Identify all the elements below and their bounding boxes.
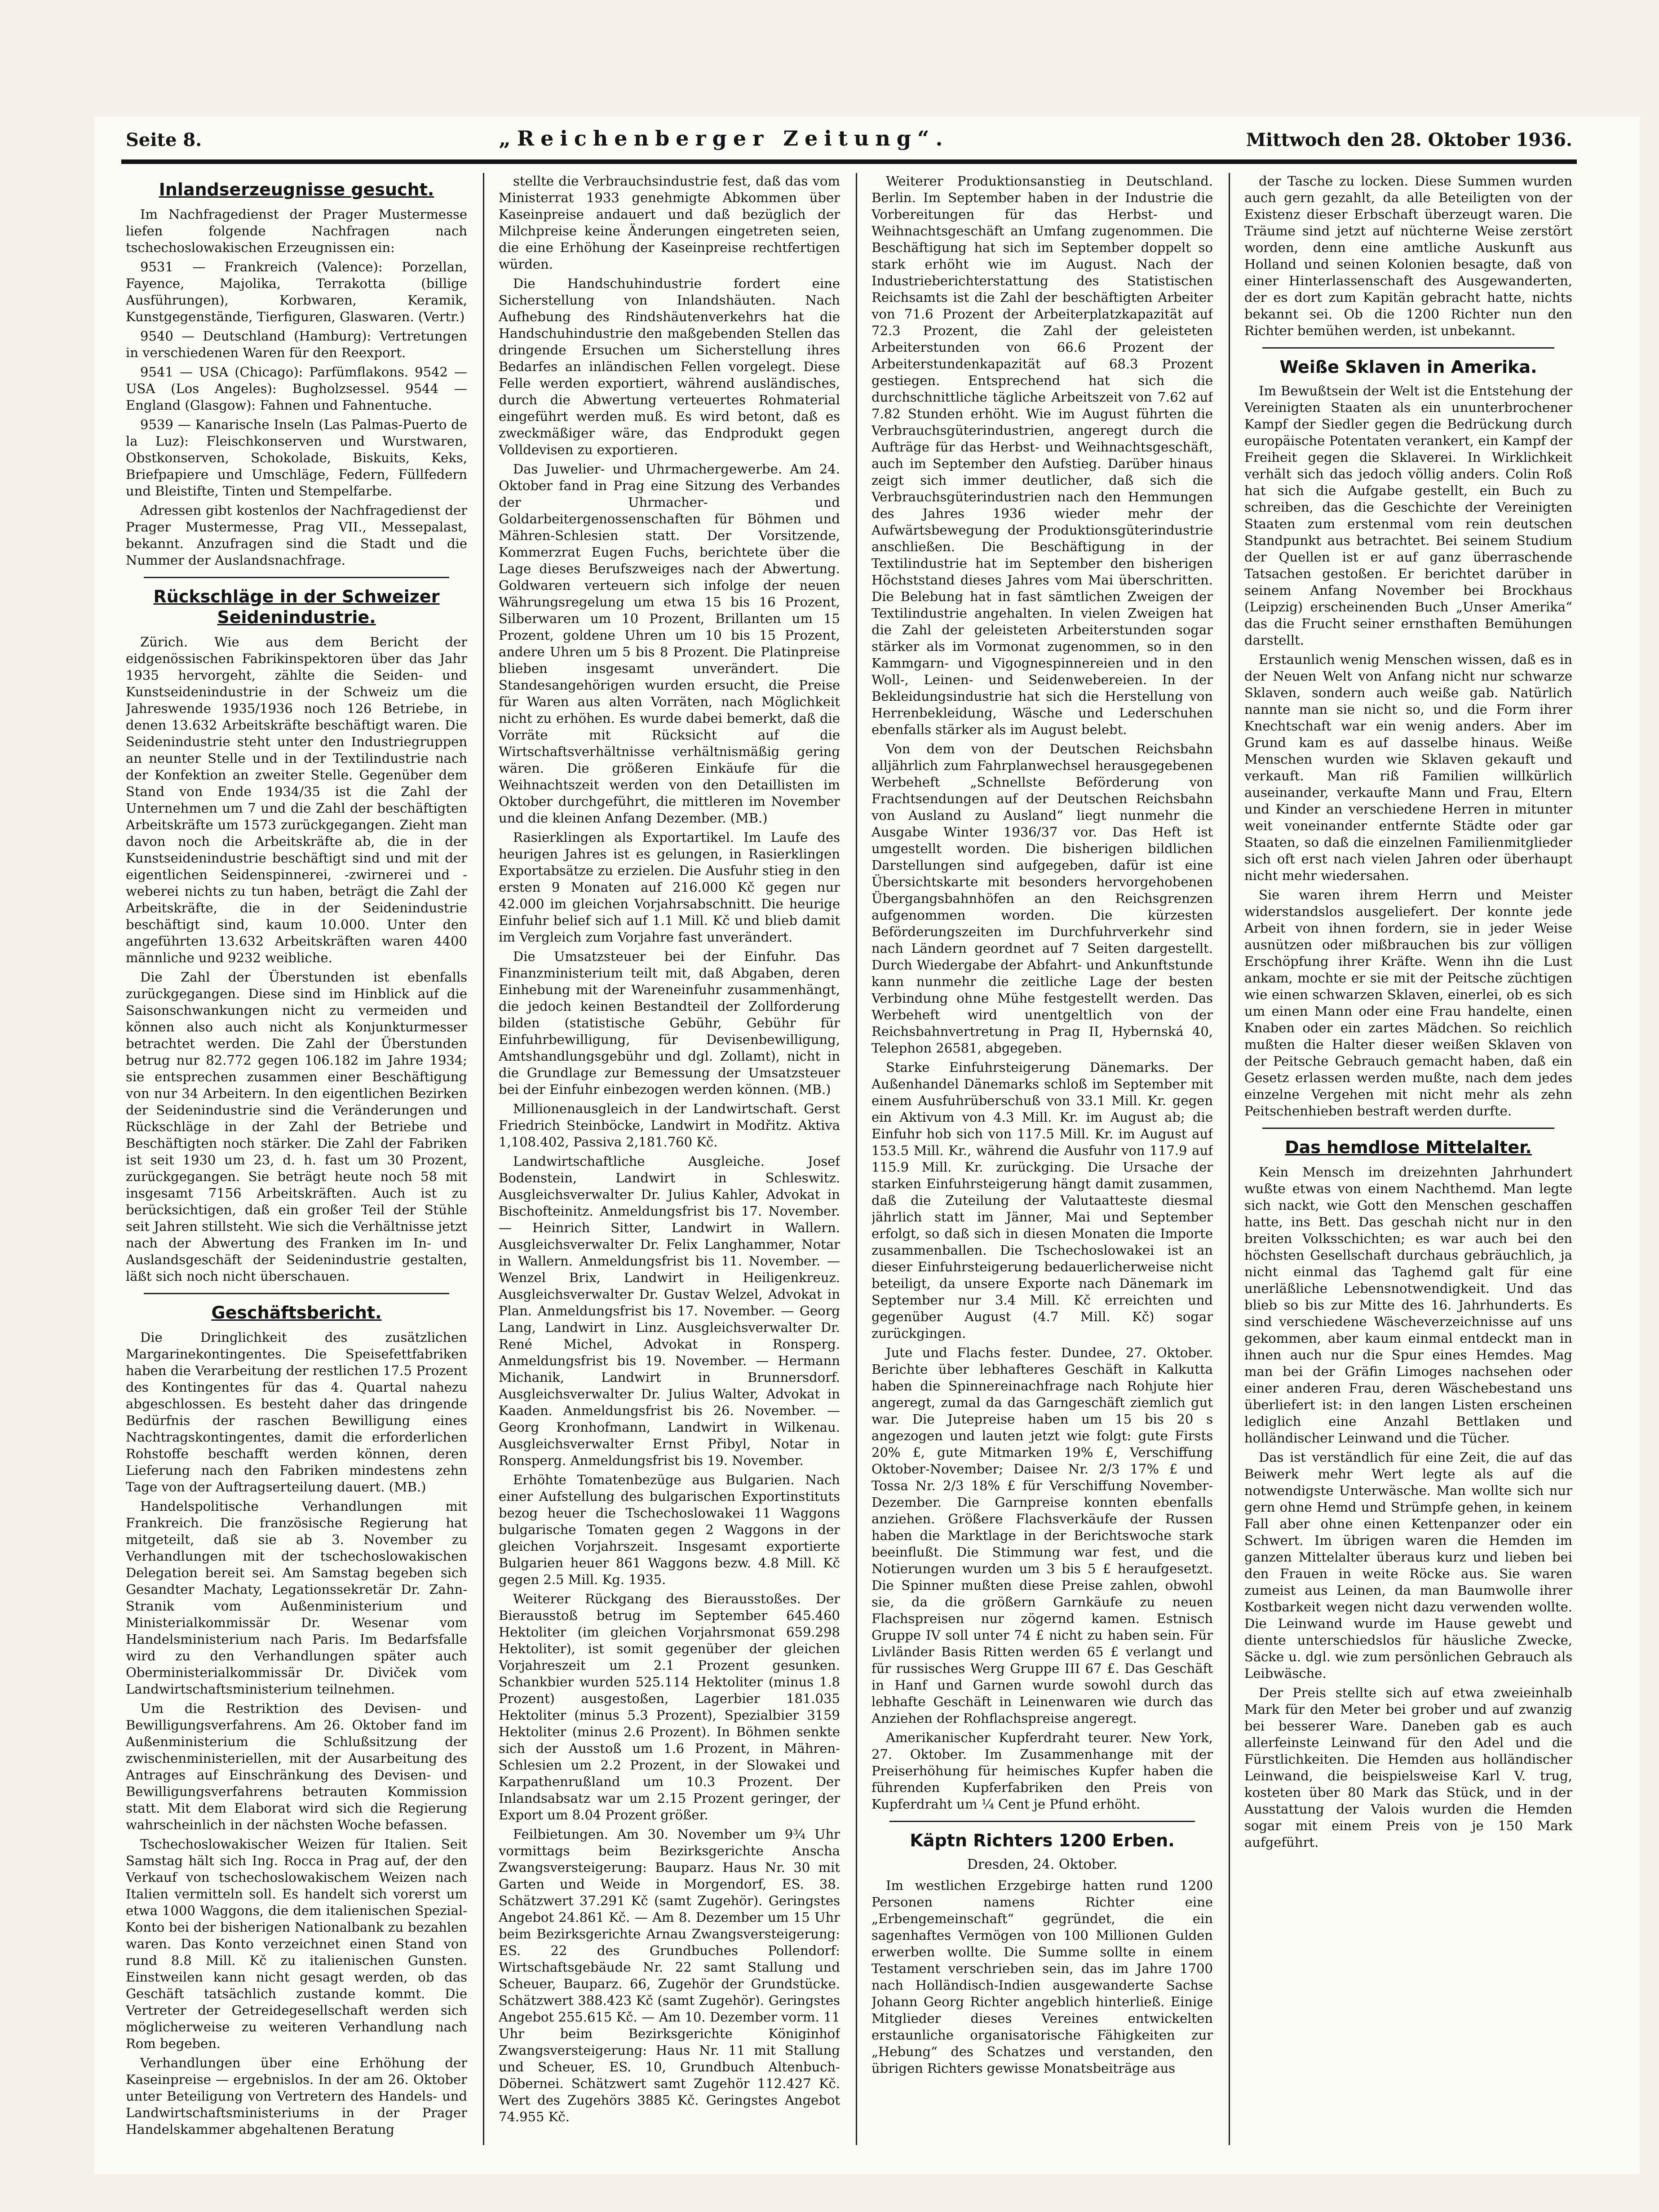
paragraph: 9540 — Deutschland (Hamburg): Vertretungen in verschiedenen Waren für den Reexport. [126,328,467,360]
column-divider [1229,173,1230,2145]
paragraph: Im westlichen Erzgebirge hatten rund 1200 Personen namens Richter eine „Erbengemeinschaft“ gegründet, die ein sagenhaftes Vermögen von 100 Millionen Gulden erwerben wollte. Die Summe sollte in einem Testament verschrieben sein, das im Jahre 1700 nach Holländisch-Indien ausgewanderte Sachse Johann Georg Richter angeblich hinterließ. Einige Mitglieder dieses Vereines entwickelten erstaunliche organisatorische Fähigkeiten zur „Hebung“ des Schatzes und verstanden, den übrigen Richters gewisse Monatsbeiträge aus [872,1878,1213,2076]
paragraph: Die Zahl der Überstunden ist ebenfalls zurückgegangen. Diese sind im Hinblick auf die Saisonschwankungen nicht zu vermeiden und können also auch nicht als Konjunkturmesser betrachtet werden. Die Zahl der Überstunden betrug nur 82.772 gegen 106.182 im Jahre 1934; sie entsprechen zusammen einer Beschäftigung von nur 34 Arbeitern. In den eigentlichen Bezirken der Seidenindustrie sind die Veränderungen und Rückschläge in der Zahl der Betriebe und Beschäftigten noch stärker. Die Zahl der Fabriken ist seit 1930 um 23, d. h. fast um 30 Prozent, zurückgegangen. Sie beträgt heute noch 58 mit insgesamt 7156 Arbeitskräften. Auch ist zu berücksichtigen, daß ein großer Teil der Stühle seit Jahren stillsteht. Wie sich die Verhältnisse jetzt nach der Abwertung des Franken im In- und Auslandsgeschäft der Seidenindustrie gestalten, läßt sich noch nicht überschauen. [126,969,467,1284]
section-divider [1262,347,1554,349]
paragraph: Die Umsatzsteuer bei der Einfuhr. Das Finanzministerium teilt mit, daß Abgaben, deren Einhebung mit der Wareneinfuhr zusammenhängt, die jedoch keinen Bestandteil der Zollforderung bilden (statistische Gebühr, Gebühr für Einfuhrbewilligung, für Devisenbewilligung, Amtshandlungsgebühr und dgl. Zollamt), nicht in die Grundlage zur Bemessung der Umsatzsteuer bei der Einfuhr einbezogen werden können. (MB.) [499,949,840,1097]
paragraph: Amerikanischer Kupferdraht teurer. New York, 27. Oktober. Im Zusammenhange mit der Preiserhöhung für heimisches Kupfer haben die führenden Kupferfabriken den Preis von Kupferdraht um ¼ Cent je Pfund erhöht. [872,1730,1213,1812]
headline-kaeptn-richters: Käptn Richters 1200 Erben. [910,1831,1175,1850]
column-3 [872,173,1213,2150]
issue-date: Mittwoch den 28. Oktober 1936. [1246,129,1572,150]
paragraph: Erhöhte Tomatenbezüge aus Bulgarien. Nach einer Aufstellung des bulgarischen Exportinstituts bezog heuer die Tschechoslowakei 11 Waggons bulgarische Tomaten gegen 2 Waggons in der gleichen Vorjahrszeit. Insgesamt exportierte Bulgarien heuer 861 Waggons bezw. 4.8 Mill. Kč gegen 2.5 Mill. Kg. 1935. [499,1472,840,1587]
paragraph: der Tasche zu locken. Diese Summen wurden auch gern gezahlt, da alle Beteiligten von der Existenz dieser Erbschaft überzeugt waren. Die Träume sind jetzt auf nüchterne Weise zerstört worden, denn eine amtliche Auskunft aus Holland und seinen Kolonien besagte, daß von einer Hinterlassenschaft des Ausgewanderten, der es dort zum Kapitän gebracht hatte, nichts bekannt sei. Ob die 1200 Richter nun den Richter bemühen werden, ist unbekannt. [1244,173,1572,338]
paragraph: stellte die Verbrauchsindustrie fest, daß das vom Ministerrat 1933 genehmigte Abkommen über Kaseinpreise andauert und daß bezüglich der Milchpreise keine Änderungen eingetreten seien, die eine Erhöhung der Kaseinpreise rechtfertigen würden. [499,173,840,272]
section-divider [144,1293,449,1294]
paragraph: Landwirtschaftliche Ausgleiche. Josef Bodenstein, Landwirt in Schleswitz. Ausgleichsverwalter Dr. Julius Kahler, Advokat in Bischofteinitz. Anmeldungsfrist bis 17. November. — Heinrich Sitter, Landwirt in Wallern. Ausgleichsverwalter Dr. Felix Langhammer, Notar in Wallern. Anmeldungsfrist bis 11. November. — Wenzel Brix, Landwirt in Heiligenkreuz. Ausgleichsverwalter Dr. Gustav Welzel, Advokat in Plan. Anmeldungsfrist bis 17. November. — Georg Lang, Landwirt in Linz. Ausgleichsverwalter Dr. René Michel, Advokat in Ronsperg. Anmeldungsfrist bis 19. November. — Hermann Michanik, Landwirt in Brunnersdorf. Ausgleichsverwalter Dr. Julius Walter, Advokat in Kaaden. Anmeldungsfrist bis 26. November. — Georg Kronhofmann, Landwirt in Wilkenau. Ausgleichsverwalter Ernst Přibyl, Notar in Ronsperg. Anmeldungsfrist bis 19. November. [499,1154,840,1468]
section-divider [144,577,449,578]
paragraph: Handelspolitische Verhandlungen mit Frankreich. Die französische Regierung hat mitgeteilt, daß sie ab 3. November zu Verhandlungen mit der tschechoslowakischen Delegation bereit sei. Am Samstag begeben sich Gesandter Machaty, Legationssekretär Dr. Zahn-Stranik vom Außenministerium und Ministerialkommissär Dr. Wesenar vom Handelsministerium nach Paris. Im Bedarfsfalle wird zu den Verhandlungen später auch Oberministerialkommissär Dr. Diviček vom Landwirtschaftsministerium teilnehmen. [126,1499,467,1697]
newspaper-page [126,124,1572,2154]
column-2 [499,173,840,2150]
paragraph: Starke Einfuhrsteigerung Dänemarks. Der Außenhandel Dänemarks schloß im September mit einem Ausfuhrüberschuß von 33.1 Mill. Kr. gegen ein Aktivum von 4.3 Mill. Kr. im August ab; die Einfuhr hob sich von 117.5 Mill. Kr. im August auf 153.5 Mill. Kr., während die Ausfuhr von 117.9 auf 115.9 Mill. Kr. zurückging. Die Ursache der starken Einfuhrsteigerung hängt damit zusammen, daß die Zuteilung der Valutaatteste diesmal jährlich statt im Jänner, Mai und September erfolgt, so daß sich in diesen Monaten die Importe zusammenballen. Die Tschechoslowakei ist an dieser Einfuhrsteigerung bedauerlicherweise nicht beteiligt, da unsere Exporte nach Dänemark im September nur 3.4 Mill. Kč erreichten und gegenüber August (4.7 Mill. Kč) sogar zurückgingen. [872,1060,1213,1341]
paragraph: Im Bewußtsein der Welt ist die Entstehung der Vereinigten Staaten als ein ununterbrochener Kampf der Siedler gegen die Bedrückung durch europäische Potentaten verankert, ein Kampf der Freiheit gegen die Sklaverei. In Wirklichkeit verhält sich das jedoch völlig anders. Colin Roß hat sich die Aufgabe gestellt, ein Buch zu schreiben, das die Geschichte der Vereinigten Staaten zum erstenmal vom rein deutschen Standpunkt aus betrachtet. Bei seinem Studium der Quellen ist er auf ganz überraschende Tatsachen gestoßen. Er berichtet darüber in seinem Anfang November bei Brockhaus (Leipzig) erscheinenden Buch „Unser Amerika“ das die Frucht seiner ernsthaften Bemühungen darstellt. [1244,383,1572,648]
masthead-rule [121,159,1577,164]
column-divider [856,173,857,2145]
paragraph: Weiterer Rückgang des Bierausstoßes. Der Bierausstoß betrug im September 645.460 Hektoliter (im gleichen Vorjahrsmonat 659.298 Hektoliter), ist somit gegenüber der gleichen Vorjahreszeit um 2.1 Prozent gesunken. Schankbier wurden 525.114 Hektoliter (minus 1.8 Prozent) ausgestoßen, Lagerbier 181.035 Hektoliter (minus 5.3 Prozent), Spezialbier 3159 Hektoliter (minus 2.6 Prozent). In Böhmen senkte sich der Ausstoß um 1.6 Prozent, in Mähren-Schlesien um 2.2 Prozent, in der Slowakei und Karpathenrußland um 10.3 Prozent. Der Inlandsabsatz war um 2.15 Prozent geringer, der Export um 8.04 Prozent größer. [499,1591,840,1823]
paragraph: 9531 — Frankreich (Valence): Porzellan, Fayence, Majolika, Terrakotta (billige Ausführungen), Korbwaren, Keramik, Kunstgegenstände, Tierfiguren, Glaswaren. (Vertr.) [126,259,467,324]
page-number: Seite 8. [126,129,202,150]
paragraph: Um die Restriktion des Devisen- und Bewilligungsverfahrens. Am 26. Oktober fand im Außenministerium die Schlußsitzung der zwischenministeriellen, mit der Ausarbeitung des Antrages auf Einschränkung des Devisen- und Bewilligungsverfahrens betrauten Kommission statt. Mit dem Elaborat wird sich die Regierung wahrscheinlich in der nächsten Woche befassen. [126,1701,467,1832]
paragraph: Rasierklingen als Exportartikel. Im Laufe des heurigen Jahres ist es gelungen, in Rasierklingen Exportabsätze zu erzielen. Die Ausfuhr stieg in den ersten 9 Monaten auf 216.000 Kč gegen nur 42.000 im gleichen Vorjahrsabschnitt. Die heurige Einfuhr belief sich auf 1.1 Mill. Kč und blieb damit im Vergleich zum Vorjahre fast unverändert. [499,830,840,945]
paragraph: Von dem von der Deutschen Reichsbahn alljährlich zum Fahrplanwechsel herausgegebenen Werbeheft „Schnellste Beförderung von Frachtsendungen auf der Deutschen Reichsbahn von Ausland zu Ausland“ liegt nunmehr die Ausgabe Winter 1936/37 vor. Das Heft ist umgestellt worden. Die bisherigen bildlichen Darstellungen sind aufgegeben, dafür ist eine Übersichtskarte mit besonders hervorgehobenen Übergangsbahnhöfen an den Reichsgrenzen aufgenommen worden. Die kürzesten Beförderungszeiten im Durchfuhrverkehr sind nach Ländern geordnet auf 7 Seiten dargestellt. Durch Wiedergabe der Abfahrt- und Ankunftstunde kann nunmehr die zeitliche Lage der besten Verbindung ohne Mühe festgestellt werden. Das Werbeheft wird unentgeltlich von der Reichsbahnvertretung in Prag II, Hybernská 40, Telephon 26581, abgegeben. [872,741,1213,1056]
newspaper-title: „Reichenberger Zeitung“. [499,126,949,150]
masthead [126,124,1572,150]
paragraph: Weiterer Produktionsanstieg in Deutschland. Berlin. Im September haben in der Industrie die Vorbereitungen für das Herbst- und Weihnachtsgeschäft an Umfang zugenommen. Die Beschäftigung hat sich im September doppelt so stark erhöht wie im August. Nach der Industrieberichterstattung des Statistischen Reichsamts ist die Zahl der beschäftigten Arbeiter von 71.6 Prozent der Arbeiterplatzkapazität auf 72.3 Prozent, die Zahl der geleisteten Arbeiterstunden von 66.6 Prozent der Arbeiterstundenkapazität auf 68.3 Prozent gestiegen. Entsprechend hat sich die durchschnittliche tägliche Arbeitszeit von 7.62 auf 7.82 Stunden erhöht. Wie im August führten die Verbrauchsgüterindustrien, angeregt durch die Aufträge für das Herbst- und Weihnachtsgeschäft, auch im September den Aufstieg. Darüber hinaus zeigt sich immer deutlicher, daß sich die Verbrauchsgüterindustrien nach den Hemmungen des Jahres 1936 wieder mehr der Aufwärtsbewegung der Produktionsgüterindustrie anschließen. Die Beschäftigung in der Textilindustrie hat im September den bisherigen Höchststand dieses Jahres vom Mai überschritten. Die Belebung hat in fast sämtlichen Zweigen der Textilindustrie angehalten. In vielen Zweigen hat die Zahl der geleisteten Arbeiterstunden sogar stärker als im Vormonat zugenommen, so in den Kammgarn- und Vigognespinnereien und in den Woll-, Leinen- und Seidenwebereien. In der Bekleidungsindustrie hat sich die Herstellung von Herrenbekleidung, Wäsche und Lederschuhen ebenfalls stärker als im August belebt. [872,173,1213,737]
headline-inlandserzeugnisse: Inlandserzeugnisse gesucht. [159,180,434,199]
paragraph: Sie waren ihrem Herrn und Meister widerstandslos ausgeliefert. Der konnte jede Arbeit von ihnen fordern, sie in jeder Weise ausnützen oder mißbrauchen bis zur völligen Erschöpfung ihrer Kräfte. Wenn ihn die Lust ankam, mochte er sie mit der Peitsche züchtigen wie einen schwarzen Sklaven, einerlei, ob es sich um einen Mann oder eine Frau handelte, einen Knaben oder ein zartes Mädchen. So reichlich mußten die Halter dieser weißen Sklaven von der Peitsche Gebrauch gemacht haben, daß ein Gesetz erlassen werden mußte, nach dem jedes einzelne Vergehen mit nicht mehr als zehn Peitschenhieben bestraft werden durfte. [1244,887,1572,1119]
column-1 [126,173,467,2150]
paragraph: Erstaunlich wenig Menschen wissen, daß es in der Neuen Welt von Anfang nicht nur schwarze Sklaven, sondern auch weiße gab. Natürlich nannte man sie nicht so, und die Form ihrer Knechtschaft war ein wenig anders. Aber im Grund kam es auf dasselbe hinaus. Weiße Menschen wurden wie Sklaven gekauft und verkauft. Man riß Familien willkürlich auseinander, verkaufte Mann und Frau, Eltern und Kinder an verschiedene Herren in mitunter weit voneinander entfernte Städte oder gar Staaten, so daß die einzelnen Familienmitglieder sich oft erst nach vielen Jahren oder überhaupt nicht mehr wiedersahen. [1244,652,1572,883]
paragraph: Die Dringlichkeit des zusätzlichen Margarinekontingentes. Die Speisefettfabriken haben die Verarbeitung der restlichen 17.5 Prozent des Kontingentes für das 4. Quartal nahezu abgeschlossen. Es besteht daher das dringende Bedürfnis der raschen Bewilligung eines Nachtragskontingentes, damit die erforderlichen Rohstoffe beschafft werden können, deren Lieferung nach den Fabriken mindestens zehn Tage von der Auftragserteilung dauert. (MB.) [126,1330,467,1495]
headline-seidenindustrie: Rückschläge in der Schweizer Seidenindustrie. [153,587,440,627]
section-divider [1262,1128,1554,1129]
column-4 [1244,173,1572,2150]
paragraph: Verhandlungen über eine Erhöhung der Kaseinpreise — ergebnislos. In der am 26. Oktober unter Beteiligung von Vertretern des Handels- und Landwirtschaftsministeriums in der Prager Handelskammer abgehaltenen Beratung [126,2055,467,2137]
headline-weisse-sklaven: Weiße Sklaven in Amerika. [1279,357,1537,377]
paragraph: Zürich. Wie aus dem Bericht der eidgenössischen Fabrikinspektoren über das Jahr 1935 hervorgeht, zählte die Seiden- und Kunstseidenindustrie in der Schweiz um die Jahreswende 1935/1936 noch 126 Betriebe, in denen 13.632 Arbeitskräfte beschäftigt waren. Die Seidenindustrie steht unter den Industriegruppen an neunter Stelle und in der Textilindustrie nach der Konfektion an zweiter Stelle. Gegenüber dem Stand von Ende 1934/35 ist die Zahl der Unternehmen um 7 und die Zahl der beschäftigten Arbeitskräfte um 1573 zurückgegangen. Zieht man davon noch die Arbeitskräfte ab, die in der Kunstseidenindustrie beschäftigt sind und mit der eigentlichen Seidenspinnerei, -zwirnerei und -weberei nichts zu tun haben, beträgt die Zahl der Arbeitskräfte, die in der Seidenindustrie beschäftigt sind, kaum 10.000. Unter den angeführten 13.632 Arbeitskräften waren 4400 männliche und 9232 weibliche. [126,634,467,965]
paragraph: Der Preis stellte sich auf etwa zweieinhalb Mark für den Meter bei grober und auf zwanzig bei besserer Ware. Daneben gab es auch allerfeinste Leinwand für den Adel und die Fürstlichkeiten. Die Hemden aus holländischer Leinwand, die beispielsweise Karl V. trug, kosteten über 80 Mark das Stück, und in der Ausstattung der Valois wurden die Hemden sogar mit einem Preis von je 150 Mark aufgeführt. [1244,1685,1572,1850]
paragraph: 9541 — USA (Chicago): Parfümflakons. 9542 — USA (Los Angeles): Bugholzsessel. 9544 — England (Glasgow): Fahnen und Fahnentuche. [126,364,467,413]
paragraph: Feilbietungen. Am 30. November um 9¾ Uhr vormittags beim Bezirksgerichte Anscha Zwangsversteigerung: Bauparz. Haus Nr. 30 mit Garten und Weide in Morgendorf, ES. 38. Schätzwert 37.291 Kč (samt Zugehör). Geringstes Angebot 24.861 Kč. — Am 8. Dezember um 15 Uhr beim Bezirksgerichte Arnau Zwangsversteigerung: ES. 22 des Grundbuches Pollendorf: Wirtschaftsgebäude Nr. 22 samt Stallung und Scheuer, Bauparz. 66, Zugehör der Grundstücke. Schätzwert 388.423 Kč (samt Zugehör). Geringstes Angebot 255.615 Kč. — Am 10. Dezember vorm. 11 Uhr beim Bezirksgerichte Königinhof Zwangsversteigerung: Haus Nr. 11 mit Stallung und Scheuer, ES. 10, Grundbuch Altenbuch-Döbernei. Schätzwert samt Zugehör 112.427 Kč. Wert des Zugehörs 3885 Kč. Geringstes Angebot 74.955 Kč. [499,1827,840,2124]
paragraph: 9539 — Kanarische Inseln (Las Palmas-Puerto de la Luz): Fleischkonserven und Wurstwaren, Obstkonserven, Schokolade, Biskuits, Keks, Briefpapiere und Umschläge, Federn, Füllfedern und Bleistifte, Tinten und Stempelfarbe. [126,417,467,499]
dateline: Dresden, 24. Oktober. [967,1857,1118,1872]
paragraph: Das Juwelier- und Uhrmachergewerbe. Am 24. Oktober fand in Prag eine Sitzung des Verbandes der Uhrmacher- und Goldarbeitergenossenschaften für Böhmen und Mähren-Schlesien statt. Der Vorsitzende, Kommerzrat Eugen Fuchs, berichtete über die Lage dieses Berufszweiges nach der Abwertung. Goldwaren verteuern sich infolge der neuen Währungsregelung um etwa 15 bis 16 Prozent, Silberwaren um 10 Prozent, Brillanten um 15 Prozent, goldene Uhren um 10 bis 15 Prozent, andere Uhren um 5 bis 8 Prozent. Die Platinpreise blieben insgesamt unverändert. Die Standesangehörigen wurden ersucht, die Preise für Waren aus alten Vorräten, nach Möglichkeit nicht zu erhöhen. Es wurde dabei bemerkt, daß die Vorräte mit Rücksicht auf die Wirtschaftsverhältnisse verhältnismäßig gering wären. Die größeren Einkäufe für die Weihnachtszeit werden von den Detaillisten im Oktober durchgeführt, die mittleren im November und die kleinen Anfang Dezember. (MB.) [499,461,840,826]
headline-hemdlose-mittelalter: Das hemdlose Mittelalter. [1285,1137,1532,1157]
paragraph: Tschechoslowakischer Weizen für Italien. Seit Samstag hält sich Ing. Rocca in Prag auf, der den Verkauf von tschechoslowakischem Weizen nach Italien vermitteln soll. Es handelt sich vorerst um etwa 1000 Waggons, die dem italienischen Spezial-Konto bei der bisherigen Nationalbank zu bezahlen waren. Das Konto verzeichnet einen Stand von rund 8.8 Mill. Kč zu italienischen Gunsten. Einstweilen kann nicht gesagt werden, ob das Geschäft tatsächlich zustande kommt. Die Vertreter der Getreidegesellschaft werden sich möglicherweise zu weiteren Verhandlung nach Rom begeben. [126,1836,467,2051]
paragraph: Adressen gibt kostenlos der Nachfragedienst der Prager Mustermesse, Prag VII., Messepalast, bekannt. Anzufragen sind die Stadt und die Nummer der Auslandsnachfrage. [126,503,467,568]
headline-geschaeftsbericht: Geschäftsbericht. [211,1303,382,1323]
paragraph: Die Handschuhindustrie fordert eine Sicherstellung von Inlandshäuten. Nach Aufhebung des Rindshäutenverkehrs hat die Handschuhindustrie den maßgebenden Stellen das dringende Ersuchen um Sicherstellung ihres Bedarfes an inländischen Fellen vorgelegt. Diese Felle werden exportiert, während ausländisches, durch die Abwertung verteuertes Rohmaterial eingeführt werden muß. Es wird betont, daß es zweckmäßiger wäre, das Endprodukt gegen Volldevisen zu exportieren. [499,276,840,457]
column-divider [483,173,484,2145]
paragraph: Im Nachfragedienst der Prager Mustermesse liefen folgende Nachfragen nach tschechoslowakischen Erzeugnissen ein: [126,207,467,255]
paragraph: Jute und Flachs fester. Dundee, 27. Oktober. Berichte über lebhafteres Geschäft in Kalkutta haben die Spinnereinachfrage nach Rohjute hier angeregt, zumal da das Garngeschäft ziemlich gut war. Die Jutepreise haben um 15 bis 20 s angezogen und lauten jetzt wie folgt: gute Firsts 20% £, gute Mitmarken 19% £, Verschiffung Oktober-November; Daisee Nr. 2/3 17% £ und Tossa Nr. 2/3 18% £ für Verschiffung November-Dezember. Die Garnpreise konnten ebenfalls anziehen. Größere Flachsverkäufe der Russen haben die Marktlage in der Berichtswoche stark beeinflußt. Die Stimmung war fest, und die Notierungen wurden um 3 bis 5 £ heraufgesetzt. Die Spinner mußten diese Preise zahlen, obwohl sie, da die größern Garnkäufe zu neuen Flachspreisen nur zögernd kamen. Estnisch Gruppe IV soll unter 74 £ nicht zu haben sein. Für Livländer Basis Ritten werden 65 £ verlangt und für russisches Werg Gruppe III 67 £. Das Geschäft in Hanf und Garnen wurde sowohl durch das lebhafte Geschäft in Leinenwaren wie durch das Anziehen der Rohflachspreise angeregt. [872,1345,1213,1726]
paragraph: Millionenausgleich in der Landwirtschaft. Gerst Friedrich Steinböcke, Landwirt in Modřitz. Aktiva 1,108.402, Passiva 2,181.760 Kč. [499,1101,840,1150]
paragraph: Das ist verständlich für eine Zeit, die auf das Beiwerk mehr Wert legte als auf die notwendigste Unterwäsche. Man wollte sich nur gern ohne Hemd und Strümpfe gehen, in keinem Fall aber ohne einen Kettenpanzer oder ein Schwert. Im übrigen waren die Hemden im ganzen Mittelalter überaus kurz und lieben bei den Frauen in weite Röcke aus. Sie waren zumeist aus Leinen, da man Baumwolle ihrer Kostbarkeit wegen nicht dazu verwenden wollte. Die Leinwand wurde im Hause gewebt und diente unterschiedslos für häusliche Zwecke, Säcke u. dgl. wie zum persönlichen Gebrauch als Leibwäsche. [1244,1450,1572,1681]
paragraph: Kein Mensch im dreizehnten Jahrhundert wußte etwas von einem Nachthemd. Man legte sich nackt, wie Gott den Menschen geschaffen hatte, ins Bett. Das geschah nicht nur in den breiten Volksschichten; es war auch bei den höchsten Gesellschaft durchaus gebräuchlich, ja nicht einmal das Taghemd galt für eine unerläßliche Lebensnotwendigkeit. Und das blieb so bis zur Mitte des 16. Jahrhunderts. Es sind verschiedene Wäscheverzeichnisse auf uns gekommen, aber kaum einmal entdeckt man in ihnen auch nur die Spur eines Hemdes. Mag man bei der Gräfin Limoges nachsehen oder einer anderen Frau, deren Wäschebestand uns überliefert ist: in den langen Listen erscheinen lediglich eine Anzahl Bettlaken und holländischer Leinwand und die Tücher. [1244,1164,1572,1446]
section-divider [889,1821,1195,1822]
